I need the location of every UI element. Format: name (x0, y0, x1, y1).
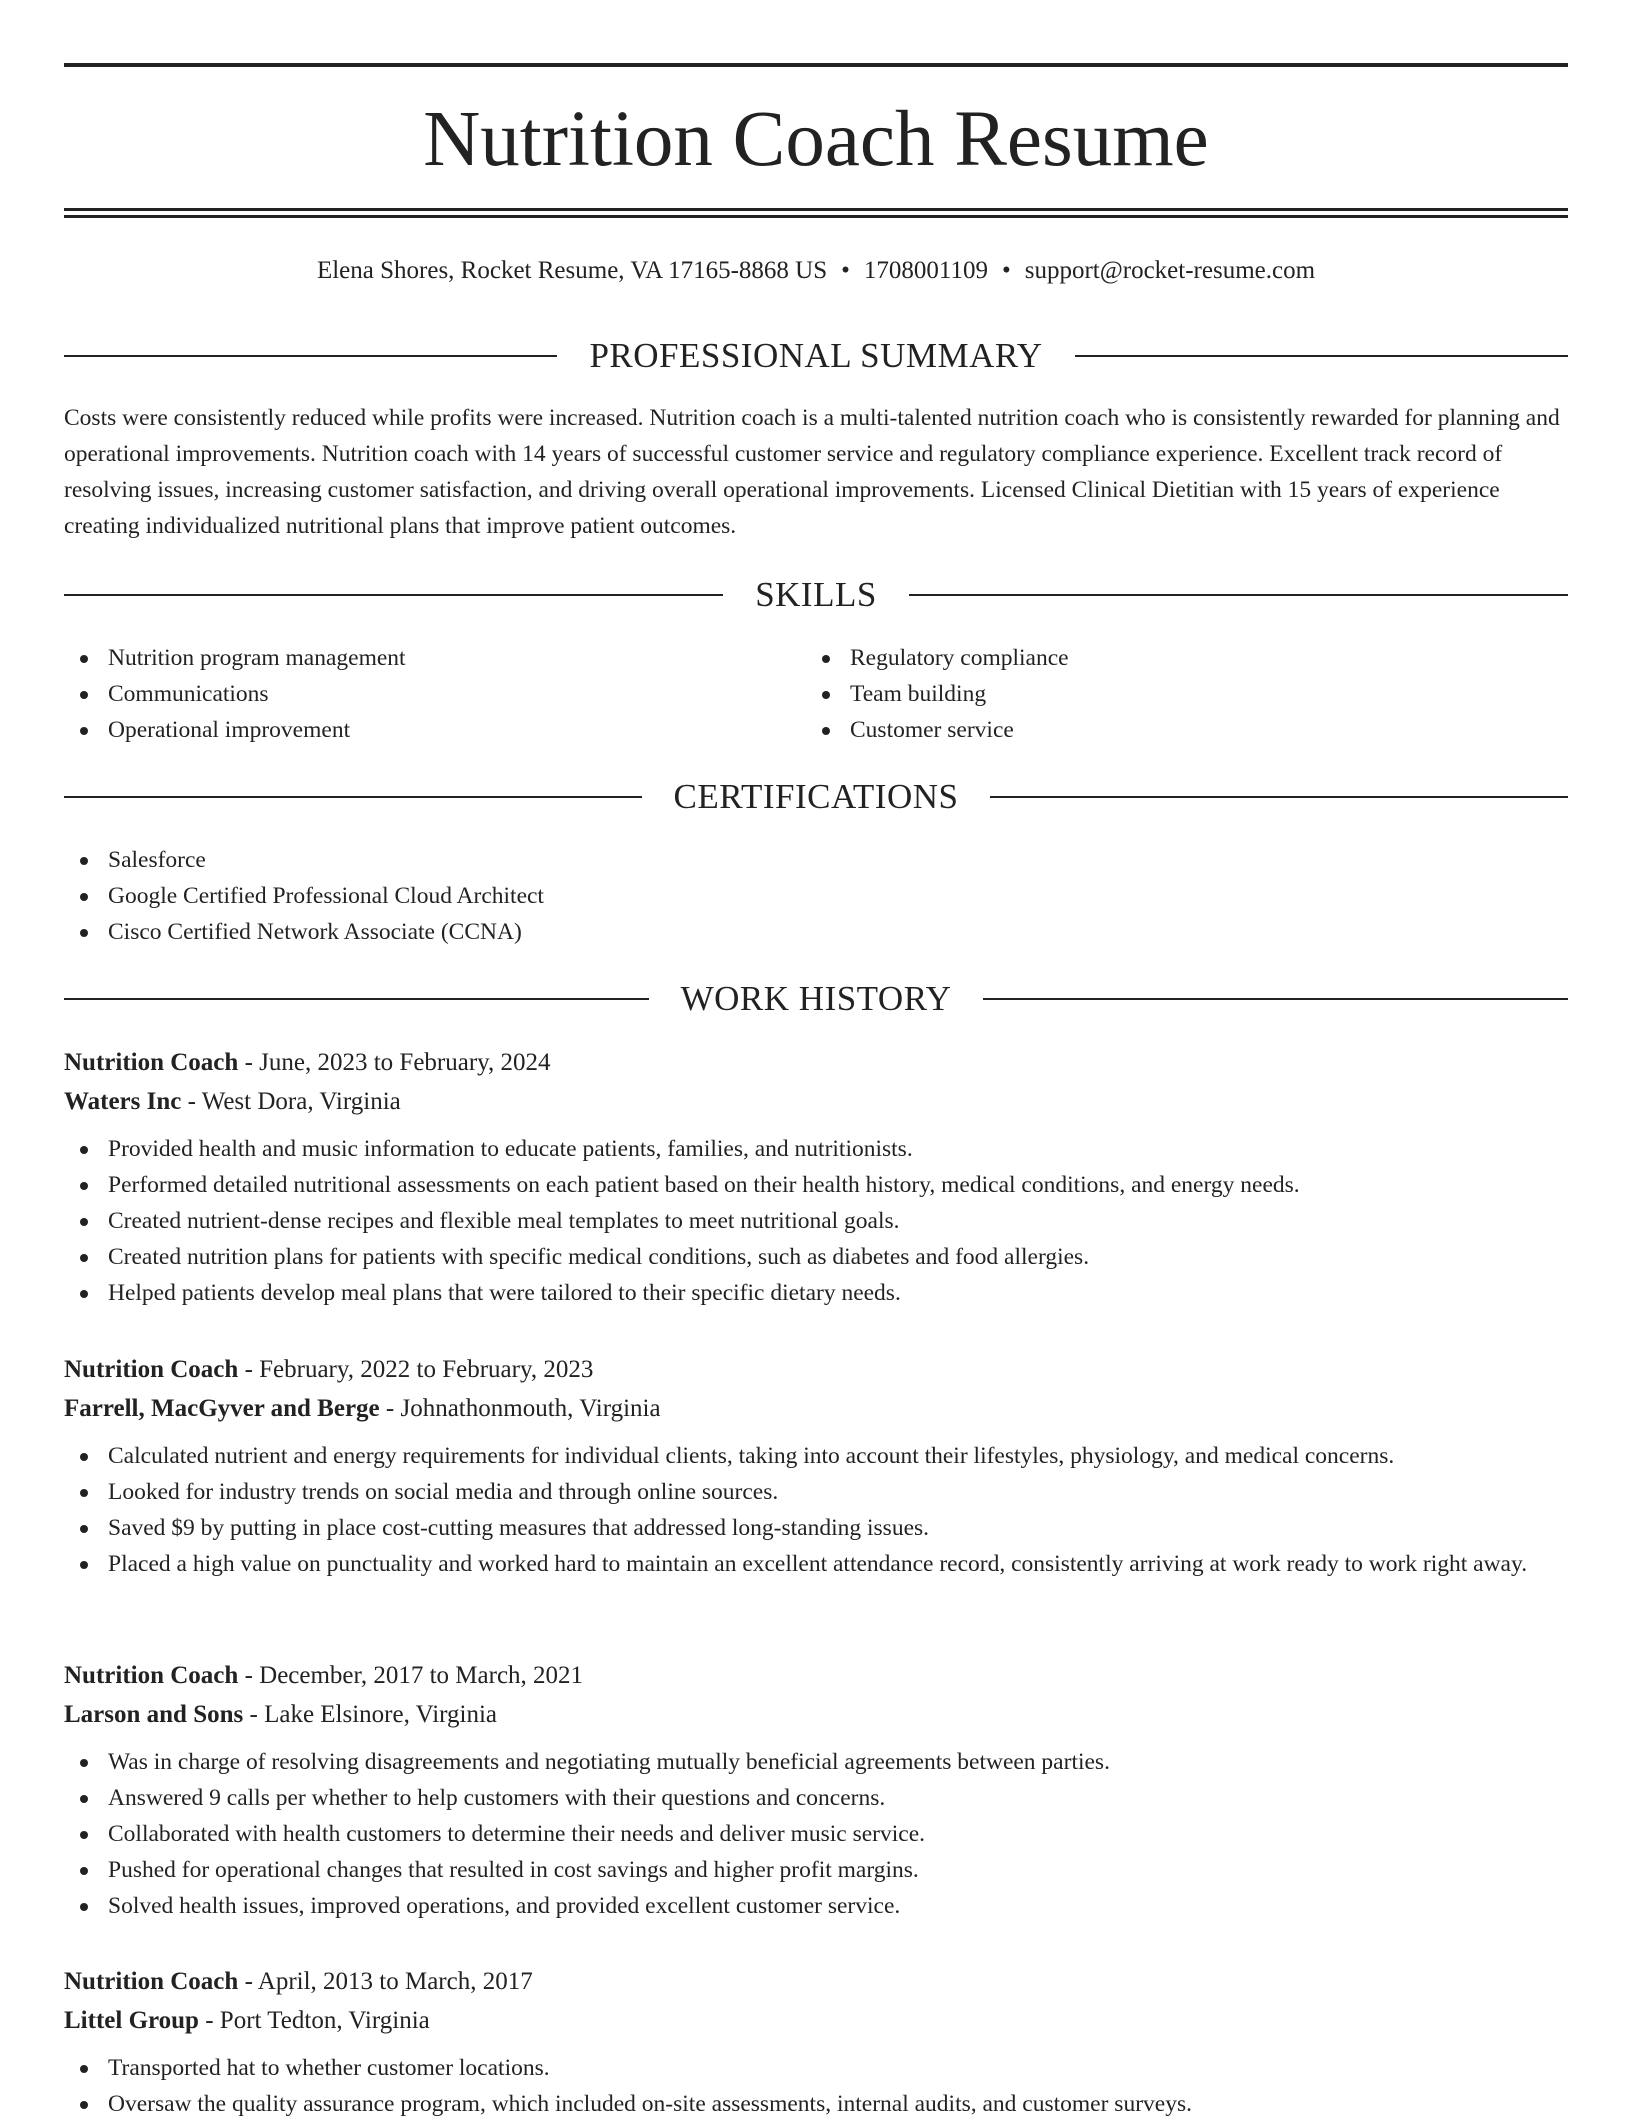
job-role: Nutrition Coach (64, 1662, 239, 1689)
job-entry (64, 1043, 1568, 1311)
job-entry (64, 1350, 1568, 1582)
job-company: Larson and Sons (64, 1701, 244, 1728)
job-location: - Johnathonmouth, Virginia (379, 1395, 661, 1422)
title-rule-lower (64, 215, 1568, 218)
skill-item: Nutrition program management (64, 640, 804, 676)
job-entry (64, 1962, 1568, 2122)
job-dates: - April, 2013 to March, 2017 (238, 1968, 533, 1995)
job-bullet: Provided health and music information to educate patients, families, and nutritionists. (64, 1131, 1568, 1167)
job-bullets (64, 1438, 1568, 1582)
job-bullet: Was in charge of resolving disagreements and negotiating mutually beneficial agreements between parties. (64, 1744, 1568, 1780)
skills-heading (64, 573, 1568, 617)
job-company: Waters Inc (64, 1088, 182, 1115)
heading-rule-left (64, 796, 642, 798)
certification-item: Cisco Certified Network Associate (CCNA) (64, 914, 1568, 950)
contact-line (64, 254, 1568, 288)
job-location: - Port Tedton, Virginia (198, 2007, 430, 2034)
job-bullet: Performed detailed nutritional assessments on each patient based on their health history, medical conditions, and energy needs. (64, 1167, 1568, 1203)
job-bullets (64, 1744, 1568, 1924)
job-dates: - February, 2022 to February, 2023 (238, 1356, 594, 1383)
contact-separator: • (841, 257, 850, 284)
top-rule (64, 63, 1568, 67)
job-company-line (64, 1695, 1568, 1734)
job-dates: - June, 2023 to February, 2024 (238, 1049, 551, 1076)
job-bullet: Oversaw the quality assurance program, which included on-site assessments, internal audits, and customer surveys. (64, 2086, 1568, 2122)
job-role: Nutrition Coach (64, 1049, 239, 1076)
resume-title: Nutrition Coach Resume (423, 96, 1209, 183)
job-location: - West Dora, Virginia (181, 1088, 401, 1115)
job-company: Littel Group (64, 2007, 199, 2034)
heading-rule-left (64, 594, 723, 596)
job-bullet: Placed a high value on punctuality and worked hard to maintain an excellent attendance record, consistently arriving at work ready to work right away. (64, 1546, 1568, 1582)
contact-phone: 1708001109 (863, 257, 988, 284)
job-company-line (64, 2001, 1568, 2040)
job-bullet: Answered 9 calls per whether to help customers with their questions and concerns. (64, 1780, 1568, 1816)
job-dates: - December, 2017 to March, 2021 (238, 1662, 584, 1689)
skills-list-left (64, 640, 804, 748)
contact-separator: • (1001, 257, 1011, 284)
skill-item: Operational improvement (64, 712, 804, 748)
heading-rule-right (983, 998, 1568, 1000)
job-role: Nutrition Coach (64, 1356, 239, 1383)
certifications-list (64, 842, 1568, 950)
contact-email: support@rocket-resume.com (1024, 257, 1316, 284)
title-rule-upper (64, 208, 1568, 211)
heading-rule-right (909, 594, 1568, 596)
skills-heading-label: SKILLS (755, 575, 877, 614)
certification-item: Google Certified Professional Cloud Architect (64, 878, 1568, 914)
skill-item: Regulatory compliance (806, 640, 1566, 676)
job-entry (64, 1656, 1568, 1924)
certifications-heading (64, 775, 1568, 819)
heading-rule-left (64, 355, 557, 357)
job-title-line (64, 1350, 1568, 1389)
job-bullet: Created nutrition plans for patients with specific medical conditions, such as diabetes and food allergies. (64, 1239, 1568, 1275)
skill-item: Customer service (806, 712, 1566, 748)
job-role: Nutrition Coach (64, 1968, 239, 1995)
certification-item: Salesforce (64, 842, 1568, 878)
job-location: - Lake Elsinore, Virginia (243, 1701, 498, 1728)
skill-item: Team building (806, 676, 1566, 712)
job-bullet: Helped patients develop meal plans that were tailored to their specific dietary needs. (64, 1275, 1568, 1311)
job-title-line (64, 1656, 1568, 1695)
job-bullet: Transported hat to whether customer locations. (64, 2050, 1568, 2086)
heading-rule-right (990, 796, 1568, 798)
certifications-heading-label: CERTIFICATIONS (673, 777, 959, 816)
job-company: Farrell, MacGyver and Berge (64, 1395, 380, 1422)
work-history-heading (64, 977, 1568, 1021)
contact-address: Elena Shores, Rocket Resume, VA 17165-8868 US (316, 257, 828, 284)
job-title-line (64, 1962, 1568, 2001)
job-bullet: Solved health issues, improved operations, and provided excellent customer service. (64, 1888, 1568, 1924)
heading-rule-right (1075, 355, 1568, 357)
job-bullet: Created nutrient-dense recipes and flexible meal templates to meet nutritional goals. (64, 1203, 1568, 1239)
heading-rule-left (64, 998, 649, 1000)
job-bullets (64, 1131, 1568, 1311)
job-bullet: Calculated nutrient and energy requirements for individual clients, taking into account their lifestyles, physiology, and medical concerns. (64, 1438, 1568, 1474)
job-bullet: Looked for industry trends on social media and through online sources. (64, 1474, 1568, 1510)
job-title-line (64, 1043, 1568, 1082)
skill-item: Communications (64, 676, 804, 712)
job-bullet: Collaborated with health customers to determine their needs and deliver music service. (64, 1816, 1568, 1852)
job-company-line (64, 1082, 1568, 1121)
work-history-heading-label: WORK HISTORY (680, 979, 952, 1018)
job-bullet: Pushed for operational changes that resulted in cost savings and higher profit margins. (64, 1852, 1568, 1888)
summary-heading (64, 334, 1568, 378)
job-bullet: Saved $9 by putting in place cost-cutting measures that addressed long-standing issues. (64, 1510, 1568, 1546)
skills-list-right (806, 640, 1566, 748)
job-bullets (64, 2050, 1568, 2122)
summary-text: Costs were consistently reduced while profits were increased. Nutrition coach is a multi-talented nutrition coach who is consistently rewarded for planning and operational improvements. Nutrition coach with 14 years of successful customer service and regulatory compliance experience. Excellent track record of resolving issues, increasing customer satisfaction, and driving overall operational improvements. Licensed Clinical Dietitian with 15 years of experience creating individualized nutritional plans that improve patient outcomes. (64, 405, 1560, 539)
job-company-line (64, 1389, 1568, 1428)
summary-heading-label: PROFESSIONAL SUMMARY (589, 336, 1043, 375)
